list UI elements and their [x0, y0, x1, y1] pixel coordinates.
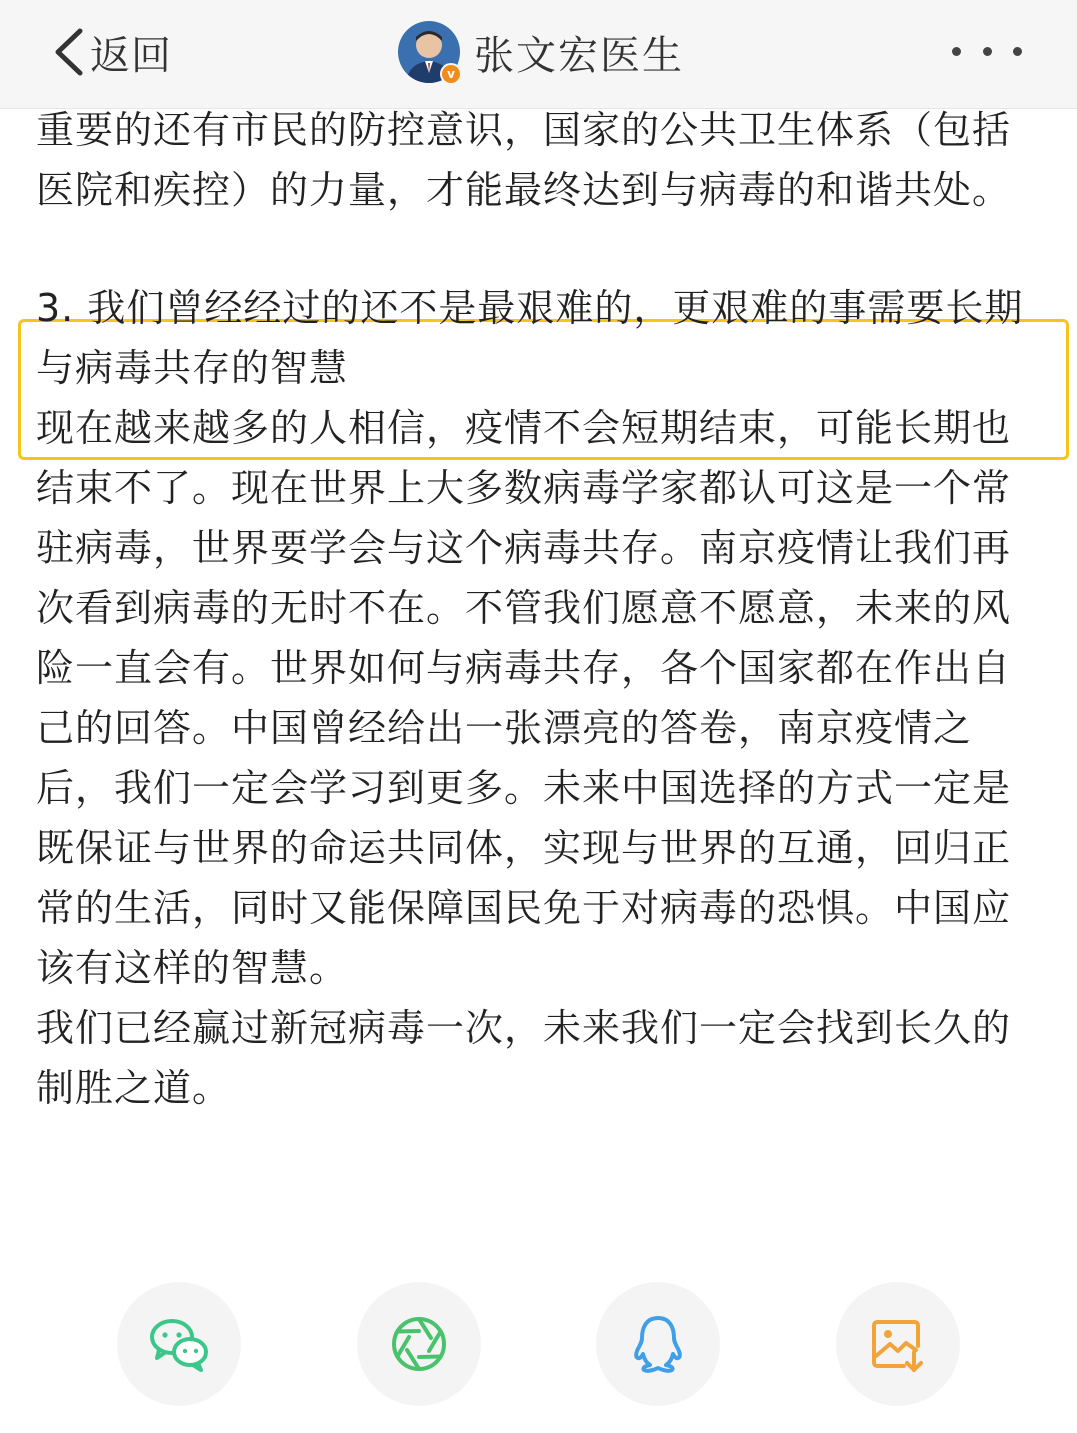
article-body: [36, 100, 1026, 1118]
back-label: 返回: [90, 32, 172, 79]
more-dot-icon: [1013, 47, 1022, 56]
account-header[interactable]: [398, 20, 684, 84]
share-wechat-button[interactable]: [117, 1282, 241, 1406]
section-heading: 3. 我们曾经经过的还不是最艰难的，更艰难的事需要长期与病毒共存的智慧: [36, 286, 1024, 390]
share-bar: [0, 1282, 1077, 1406]
article-paragraph: 重要的还有市民的防控意识，国家的公共卫生体系（包括医院和疾控）的力量，才能最终达到与病毒的和谐共处。: [36, 108, 1012, 212]
moments-icon: [385, 1310, 453, 1378]
verified-badge: v: [440, 63, 462, 85]
more-dot-icon: [952, 47, 961, 56]
qq-icon: [624, 1310, 692, 1378]
save-image-icon: [864, 1310, 932, 1378]
save-image-button[interactable]: [836, 1282, 960, 1406]
share-moments-button[interactable]: [357, 1282, 481, 1406]
wechat-icon: [145, 1310, 213, 1378]
avatar[interactable]: [398, 21, 460, 83]
more-dot-icon: [983, 47, 992, 56]
share-qq-button[interactable]: [596, 1282, 720, 1406]
more-options-button[interactable]: [952, 36, 1022, 66]
chevron-left-icon: [50, 27, 88, 77]
back-button[interactable]: [50, 24, 172, 80]
page-title: 张文宏医生: [474, 32, 684, 79]
article-paragraph: 现在越来越多的人相信，疫情不会短期结束，可能长期也结束不了。现在世界上大多数病毒学家都认可这是一个常驻病毒，世界要学会与这个病毒共存。南京疫情让我们再次看到病毒的无时不在。不管我们愿意不愿意，未来的风险一直会有。世界如何与病毒共存，各个国家都在作出自己的回答。中国曾经给出一张漂亮的答卷，南京疫情之后，我们一定会学习到更多。未来中国选择的方式一定是既保证与世界的命运共同体，实现与世界的互通，回归正常的生活，同时又能保障国民免于对病毒的恐惧。中国应该有这样的智慧。: [36, 406, 1012, 990]
article-paragraph: 我们已经赢过新冠病毒一次，未来我们一定会找到长久的制胜之道。: [36, 1006, 1012, 1110]
navigation-bar: [0, 0, 1077, 109]
